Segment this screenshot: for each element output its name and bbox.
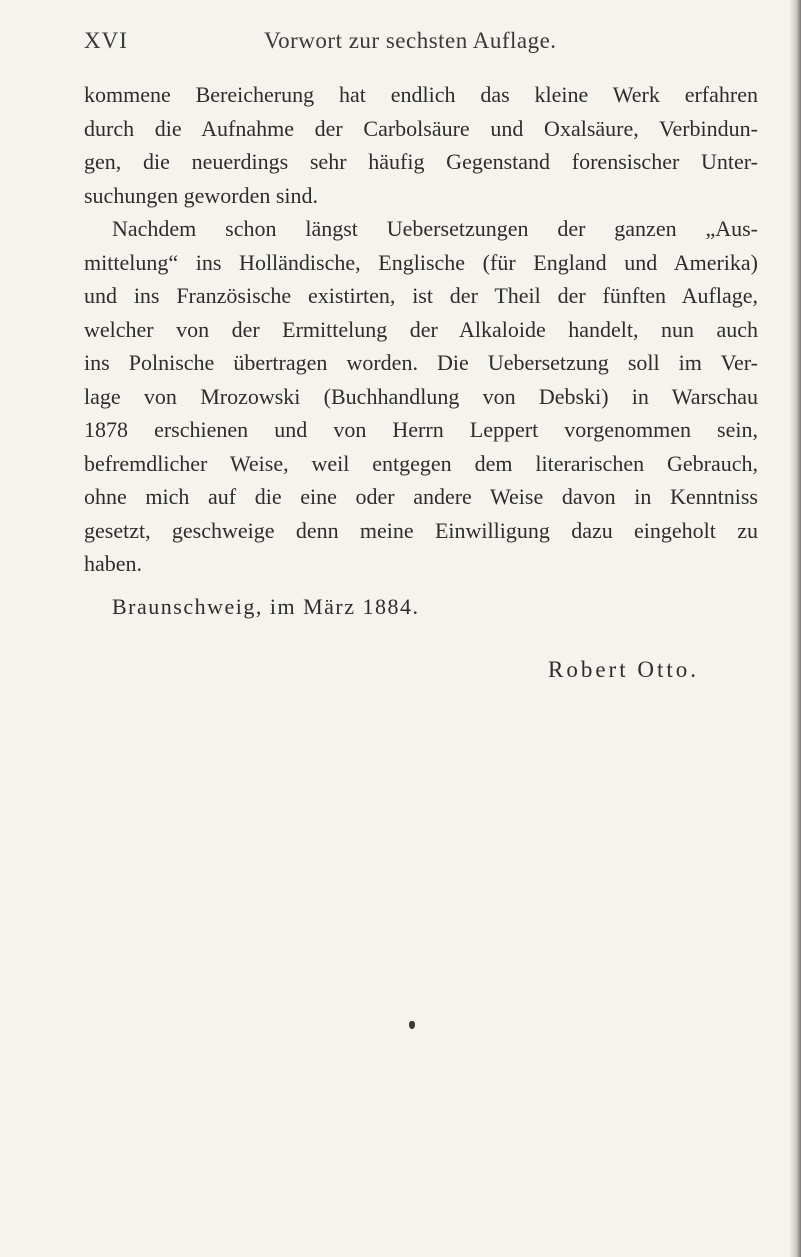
text-line: haben. xyxy=(84,551,143,576)
text-line: und ins Französische existirten, ist der Theil der fünften Auflage, xyxy=(84,283,758,308)
page-header xyxy=(84,28,758,60)
text-line: mittelung“ ins Holländische, Englische (für England und Amerika) xyxy=(84,249,758,275)
page-number: XVI xyxy=(84,28,128,53)
text-line: lage von Mrozowski (Buchhandlung von Debski) in Warschau xyxy=(84,383,758,409)
text-line: befremdlicher Weise, weil entgegen dem literarischen Gebrauch, xyxy=(84,450,758,476)
running-title: Vorwort zur sechsten Auflage. xyxy=(264,28,557,53)
ink-speck xyxy=(409,1021,415,1029)
text-line: gen, die neuerdings sehr häufig Gegenstand forensischer Unter- xyxy=(84,149,758,174)
text-line: Nachdem schon längst Uebersetzungen der ganzen „Aus- xyxy=(112,216,758,241)
text-line: durch die Aufnahme der Carbolsäure und Oxalsäure, Verbindun- xyxy=(84,115,758,141)
place-date: Braunschweig, im März 1884. xyxy=(112,594,420,619)
text-line: gesetzt, geschweige denn meine Einwilligung dazu eingeholt zu xyxy=(84,517,758,543)
text-line: 1878 erschienen und von Herrn Leppert vorgenommen sein, xyxy=(84,417,758,442)
page-edge-shadow xyxy=(789,0,801,1257)
text-line: suchungen geworden sind. xyxy=(84,182,319,208)
text-line: ohne mich auf die eine oder andere Weise davon in Kenntniss xyxy=(84,484,758,509)
text-line: welcher von der Ermittelung der Alkaloide handelt, nun auch xyxy=(84,316,758,342)
body-text xyxy=(84,78,758,581)
text-line: kommene Bereicherung hat endlich das kleine Werk erfahren xyxy=(84,82,758,107)
text-line: ins Polnische übertragen worden. Die Uebersetzung soll im Ver- xyxy=(84,350,758,375)
signature: Robert Otto. xyxy=(548,657,699,682)
